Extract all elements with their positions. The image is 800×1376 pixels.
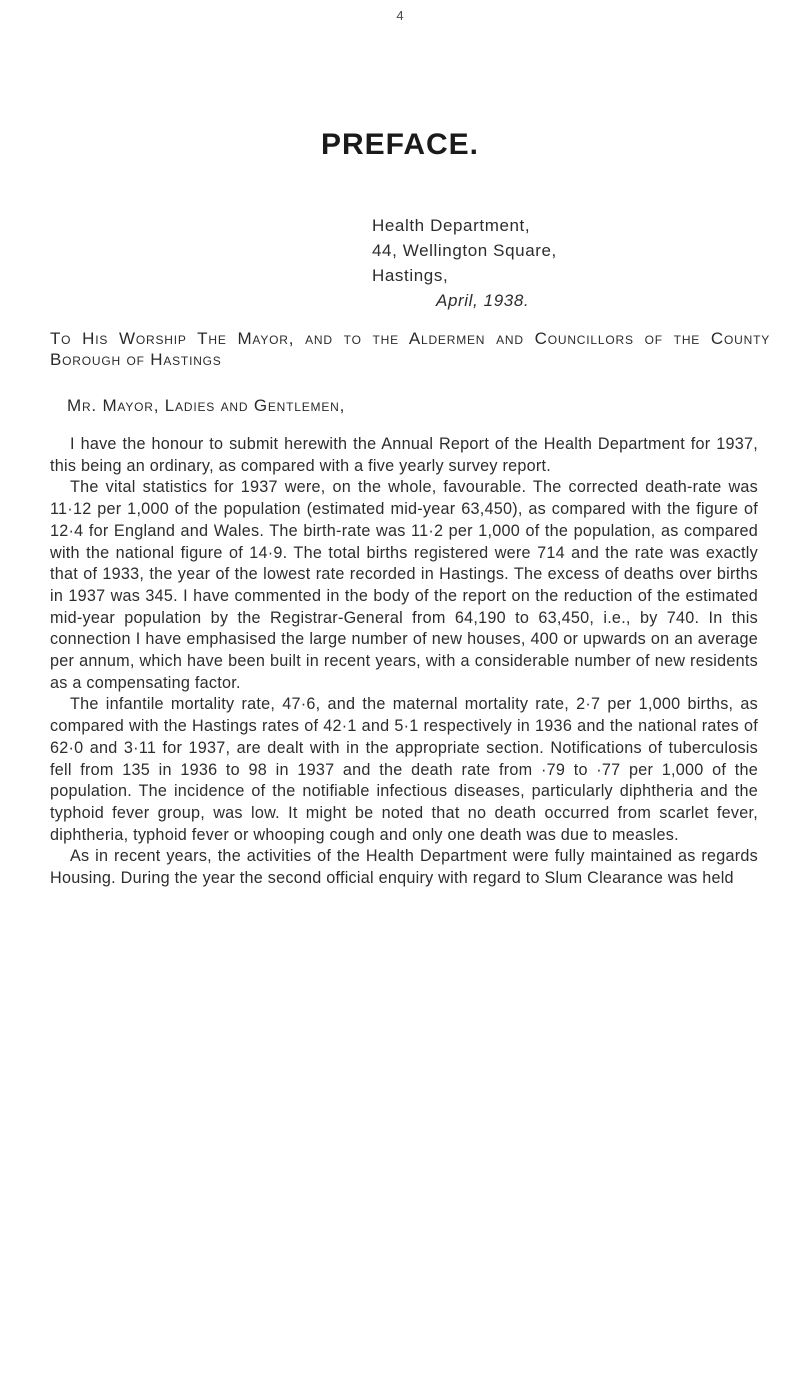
- address-date: [372, 288, 712, 313]
- paragraph: The infantile mortality rate, 47·6, and the maternal mortality rate, 2·7 per 1,000 births, as compared with the Hastings rates of 42·1 and 5·1 respectively in 1936 and the national rates of 62·0 and 3·11 for 1937, are dealt with in the appropriate section. Notifications of tuberculosis fell from 135 in 1936 to 98 in 1937 and the death rate from ·79 to ·77 per 1,000 of the population. The incidence of the notifiable infectious diseases, particularly diphtheria and the typhoid fever group, was low. It might be noted that no death occurred from scarlet fever, diphtheria, typhoid fever or whooping cough and only one death was due to measles.: [50, 695, 758, 844]
- address-line-town: Hastings,: [372, 266, 449, 285]
- sender-address: [372, 213, 712, 313]
- page-number: 4: [396, 8, 404, 23]
- paragraph: I have the honour to submit herewith the Annual Report of the Health Department for 1937, this being an ordinary, as compared with a five yearly survey report.: [50, 435, 758, 475]
- address-line-street: 44, Wellington Square,: [372, 241, 557, 260]
- address-date-text: April, 1938.: [436, 291, 530, 310]
- page-title: PREFACE.: [320, 128, 480, 161]
- paragraph: The vital statistics for 1937 were, on the whole, favourable. The corrected death-rate was 11·12 per 1,000 of the population (estimated mid-year 63,450), as compared with the figure of 12·4 for England and Wales. The birth-rate was 11·2 per 1,000 of the population, as compared with the national figure of 14·9. The total births registered were 714 and the rate was exactly that of 1933, the year of the lowest rate recorded in Hastings. The excess of deaths over births in 1937 was 345. I have commented in the body of the report on the reduction of the estimated mid-year population by the Registrar-General from 64,190 to 63,450, i.e., by 740. In this connection I have emphasised the large number of new houses, 400 or upwards on an average per annum, which have been built in recent years, with a considerable number of new residents as a compensating factor.: [50, 478, 758, 692]
- paragraph: As in recent years, the activities of the Health Department were fully maintained as regards Housing. During the year the second official enquiry with regard to Slum Clearance was held: [50, 847, 758, 888]
- addressee: To His Worship The Mayor, and to the Aldermen and Councillors of the County Borough of Hastings: [50, 329, 770, 369]
- letter-body: [50, 434, 758, 890]
- address-line-department: Health Department,: [372, 216, 531, 235]
- greeting: Mr. Mayor, Ladies and Gentlemen,: [67, 396, 346, 415]
